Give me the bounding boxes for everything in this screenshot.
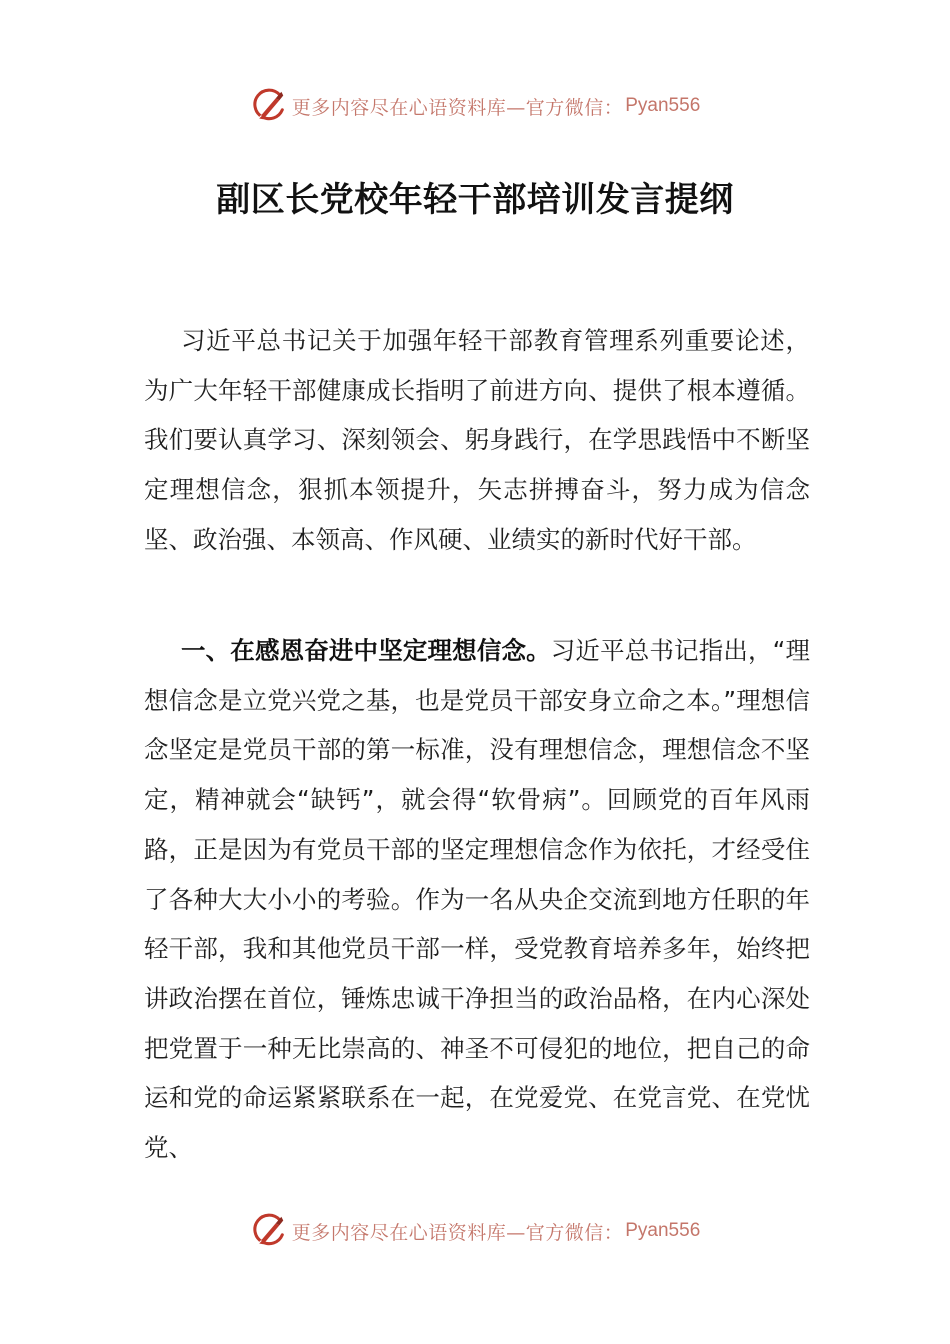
- header-watermark-banner: [0, 84, 950, 128]
- section-body-text: 习近平总书记指出，“理想信念是立党兴党之基，也是党员干部安身立命之本。”理想信念坚定是党员干部的第一标准，没有理想信念，理想信念不坚定，精神就会“缺钙”，就会得“软骨病”。回顾党的百年风雨路，正是因为有党员干部的坚定理想信念作为依托，才经受住了各种大大小小的考验。作为一名从央企交流到地方任职的年轻干部，我和其他党员干部一样，受党教育培养多年，始终把讲政治摆在首位，锤炼忠诚干净担当的政治品格，在内心深处把党置于一种无比崇高的、神圣不可侵犯的地位，把自己的命运和党的命运紧紧联系在一起，在党爱党、在党言党、在党忧党、: [144, 636, 810, 1163]
- banner-text: 更多内容尽在心语资料库—官方微信：: [291, 96, 624, 119]
- document-title: 副区长党校年轻干部培训发言提纲: [216, 180, 734, 220]
- banner-text: 更多内容尽在心语资料库—官方微信：: [291, 1221, 624, 1244]
- quill-pen-circle-logo-icon: [250, 87, 288, 125]
- quill-pen-circle-logo-icon: [250, 1212, 288, 1250]
- paragraph-section-1: [144, 626, 810, 1173]
- section-heading: 一、在感恩奋进中坚定理想信念。: [181, 636, 551, 665]
- paragraph-intro: 习近平总书记关于加强年轻干部教育管理系列重要论述，为广大年轻干部健康成长指明了前进方向、提供了根本遵循。我们要认真学习、深刻领会、躬身践行，在学思践悟中不断坚定理想信念，狠抓本领提升，矢志拼搏奋斗，努力成为信念坚、政治强、本领高、作风硬、业绩实的新时代好干部。: [144, 326, 810, 554]
- banner-wechat-handle: Pyan556: [625, 1220, 701, 1241]
- footer-watermark-banner: [0, 1209, 950, 1253]
- banner-wechat-handle: Pyan556: [625, 95, 701, 116]
